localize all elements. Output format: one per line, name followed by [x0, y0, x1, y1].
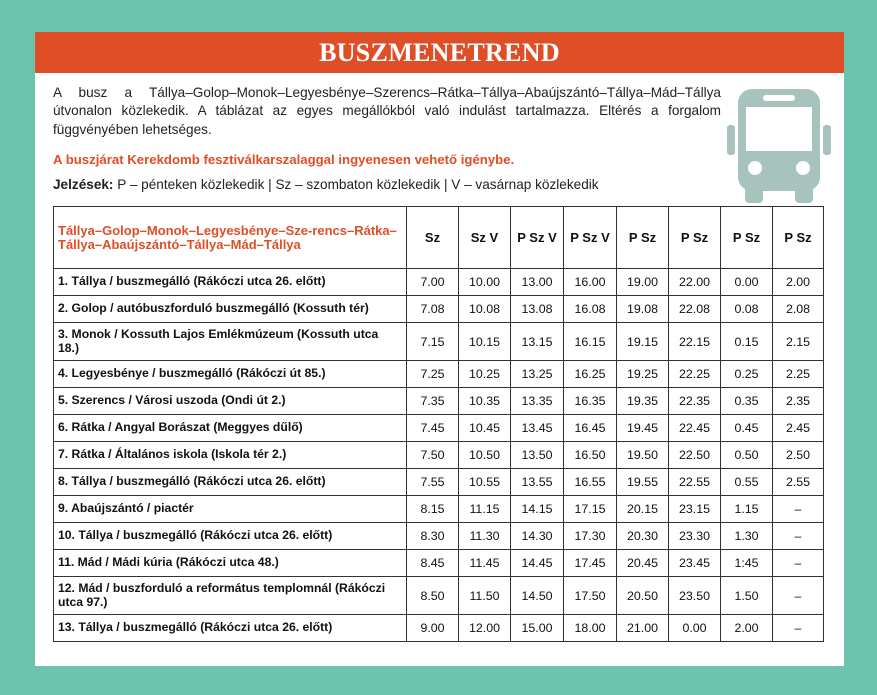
departure-time: 10.00 [459, 269, 511, 296]
departure-time: 2.00 [721, 615, 773, 642]
stop-name: 6. Rátka / Angyal Borászat (Meggyes dűlő) [54, 415, 407, 442]
departure-time: 7.55 [407, 469, 459, 496]
departure-time: 16.50 [564, 442, 617, 469]
departure-time: 7.00 [407, 269, 459, 296]
departure-time: 0.00 [669, 615, 721, 642]
departure-time: 16.00 [564, 269, 617, 296]
departure-time: 0.50 [721, 442, 773, 469]
column-header: P Sz [773, 207, 824, 269]
departure-time: 0.15 [721, 323, 773, 361]
departure-time: 10.35 [459, 388, 511, 415]
departure-time: 13.15 [511, 323, 564, 361]
departure-time: 22.45 [669, 415, 721, 442]
departure-time: 11.15 [459, 496, 511, 523]
stop-name: 2. Golop / autóbuszforduló buszmegálló (Kossuth tér) [54, 296, 407, 323]
departure-time: 11.50 [459, 577, 511, 615]
departure-time: 13.35 [511, 388, 564, 415]
departure-time: 20.50 [617, 577, 669, 615]
departure-time: 19.55 [617, 469, 669, 496]
departure-time: 22.50 [669, 442, 721, 469]
departure-time: 19.08 [617, 296, 669, 323]
column-header: P Sz V [511, 207, 564, 269]
table-row [54, 550, 824, 577]
departure-time: 16.15 [564, 323, 617, 361]
departure-time: 10.15 [459, 323, 511, 361]
departure-time: 7.15 [407, 323, 459, 361]
departure-time: 10.25 [459, 361, 511, 388]
departure-time: 1.50 [721, 577, 773, 615]
stop-name: 12. Mád / buszforduló a református templomnál (Rákóczi utca 97.) [54, 577, 407, 615]
table-row [54, 496, 824, 523]
table-row [54, 269, 824, 296]
departure-time: 16.25 [564, 361, 617, 388]
departure-time: 20.30 [617, 523, 669, 550]
departure-time: 8.30 [407, 523, 459, 550]
departure-time: 23.50 [669, 577, 721, 615]
departure-time: 0.55 [721, 469, 773, 496]
table-row [54, 523, 824, 550]
departure-time: 13.08 [511, 296, 564, 323]
stop-name: 7. Rátka / Általános iskola (Iskola tér 2.) [54, 442, 407, 469]
title-bar [35, 32, 844, 73]
table-row [54, 577, 824, 615]
departure-time: 7.50 [407, 442, 459, 469]
departure-time: 0.00 [721, 269, 773, 296]
departure-time: 7.08 [407, 296, 459, 323]
departure-time: 8.15 [407, 496, 459, 523]
departure-time: 15.00 [511, 615, 564, 642]
departure-time: 1:45 [721, 550, 773, 577]
departure-time: 0.45 [721, 415, 773, 442]
stop-name: 3. Monok / Kossuth Lajos Emlékmúzeum (Kossuth utca 18.) [54, 323, 407, 361]
departure-time: 0.25 [721, 361, 773, 388]
departure-time: 20.45 [617, 550, 669, 577]
departure-time: 14.45 [511, 550, 564, 577]
departure-time: 11.30 [459, 523, 511, 550]
departure-time: 1.30 [721, 523, 773, 550]
table-row [54, 323, 824, 361]
departure-time: 7.35 [407, 388, 459, 415]
stop-name: 5. Szerencs / Városi uszoda (Ondi út 2.) [54, 388, 407, 415]
departure-time: 2.55 [773, 469, 824, 496]
departure-time: 20.15 [617, 496, 669, 523]
departure-time: 21.00 [617, 615, 669, 642]
departure-time: 10.55 [459, 469, 511, 496]
departure-time: – [773, 496, 824, 523]
column-header: P Sz [721, 207, 773, 269]
departure-time: 9.00 [407, 615, 459, 642]
departure-time: – [773, 550, 824, 577]
page-title: BUSZMENETREND [319, 37, 560, 67]
bus-icon [727, 87, 831, 205]
departure-time: 12.00 [459, 615, 511, 642]
departure-time: 13.50 [511, 442, 564, 469]
departure-time: 2.15 [773, 323, 824, 361]
table-row [54, 296, 824, 323]
departure-time: 14.30 [511, 523, 564, 550]
free-ride-note: A buszjárat Kerekdomb fesztiválkarszalaggal ingyenesen vehető igénybe. [53, 152, 515, 167]
timetable-card [35, 32, 844, 666]
departure-time: 16.35 [564, 388, 617, 415]
stop-name: 11. Mád / Mádi kúria (Rákóczi utca 48.) [54, 550, 407, 577]
table-row [54, 361, 824, 388]
departure-time: 13.45 [511, 415, 564, 442]
legend-text: P – pénteken közlekedik | Sz – szombaton közlekedik | V – vasárnap közlekedik [117, 177, 599, 192]
departure-time: 17.45 [564, 550, 617, 577]
departure-time: 16.55 [564, 469, 617, 496]
intro-text: A busz a Tállya–Golop–Monok–Legyesbénye–Szerencs–Rátka–Tállya–Abaújszántó–Tállya–Mád–Tállya útvonalon közlekedik. A táblázat az egyes megállókból való indulást tartalmazza. Eltérés a forgalom függvényében lehetséges. [53, 85, 721, 137]
departure-time: 19.00 [617, 269, 669, 296]
departure-time: – [773, 577, 824, 615]
stop-name: 8. Tállya / buszmegálló (Rákóczi utca 26. előtt) [54, 469, 407, 496]
departure-time: 2.50 [773, 442, 824, 469]
departure-time: 19.15 [617, 323, 669, 361]
departure-time: 22.55 [669, 469, 721, 496]
departure-time: 23.30 [669, 523, 721, 550]
column-header: Sz V [459, 207, 511, 269]
stop-name: 13. Tállya / buszmegálló (Rákóczi utca 26. előtt) [54, 615, 407, 642]
departure-time: 23.15 [669, 496, 721, 523]
table-row [54, 469, 824, 496]
departure-time: 10.45 [459, 415, 511, 442]
legend-label: Jelzések: [53, 177, 114, 192]
departure-time: 10.08 [459, 296, 511, 323]
stop-name: 9. Abaújszántó / piactér [54, 496, 407, 523]
departure-time: – [773, 523, 824, 550]
departure-time: 23.45 [669, 550, 721, 577]
legend [53, 177, 599, 192]
departure-time: 13.00 [511, 269, 564, 296]
departure-time: 2.35 [773, 388, 824, 415]
departure-time: 2.00 [773, 269, 824, 296]
departure-time: 18.00 [564, 615, 617, 642]
column-header: Sz [407, 207, 459, 269]
departure-time: 10.50 [459, 442, 511, 469]
departure-time: 2.45 [773, 415, 824, 442]
column-header: P Sz [617, 207, 669, 269]
departure-time: 8.45 [407, 550, 459, 577]
departure-time: 17.50 [564, 577, 617, 615]
departure-time: 22.35 [669, 388, 721, 415]
departure-time: 0.35 [721, 388, 773, 415]
departure-time: 16.08 [564, 296, 617, 323]
departure-time: 2.25 [773, 361, 824, 388]
departure-time: 22.15 [669, 323, 721, 361]
route-header: Tállya–Golop–Monok–Legyesbénye–Sze-rencs–Rátka–Tállya–Abaújszántó–Tállya–Mád–Tállya [54, 207, 407, 269]
departure-time: 7.25 [407, 361, 459, 388]
departure-time: 22.00 [669, 269, 721, 296]
table-header-row [54, 207, 824, 269]
departure-time: – [773, 615, 824, 642]
departure-time: 19.50 [617, 442, 669, 469]
stop-name: 1. Tállya / buszmegálló (Rákóczi utca 26. előtt) [54, 269, 407, 296]
column-header: P Sz [669, 207, 721, 269]
departure-time: 8.50 [407, 577, 459, 615]
table-row [54, 415, 824, 442]
departure-time: 22.08 [669, 296, 721, 323]
departure-time: 7.45 [407, 415, 459, 442]
stop-name: 10. Tállya / buszmegálló (Rákóczi utca 26. előtt) [54, 523, 407, 550]
departure-time: 13.25 [511, 361, 564, 388]
table-row [54, 615, 824, 642]
departure-time: 17.15 [564, 496, 617, 523]
departure-time: 0.08 [721, 296, 773, 323]
departure-time: 19.35 [617, 388, 669, 415]
departure-time: 2.08 [773, 296, 824, 323]
departure-time: 22.25 [669, 361, 721, 388]
timetable [53, 206, 824, 642]
departure-time: 19.25 [617, 361, 669, 388]
stop-name: 4. Legyesbénye / buszmegálló (Rákóczi út 85.) [54, 361, 407, 388]
departure-time: 1.15 [721, 496, 773, 523]
departure-time: 11.45 [459, 550, 511, 577]
table-row [54, 388, 824, 415]
departure-time: 13.55 [511, 469, 564, 496]
departure-time: 16.45 [564, 415, 617, 442]
column-header: P Sz V [564, 207, 617, 269]
departure-time: 14.15 [511, 496, 564, 523]
table-row [54, 442, 824, 469]
departure-time: 19.45 [617, 415, 669, 442]
departure-time: 14.50 [511, 577, 564, 615]
departure-time: 17.30 [564, 523, 617, 550]
